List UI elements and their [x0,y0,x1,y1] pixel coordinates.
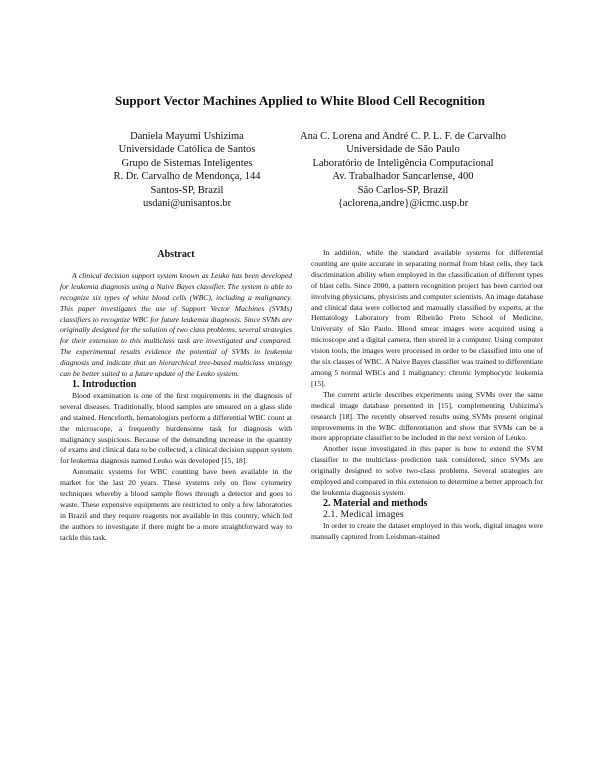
right-column [311,248,543,542]
author-name: Daniela Mayumi Ushizima [130,131,244,142]
author-affiliation: Universidade Católica de Santos [118,144,256,156]
paragraph: The current article describes experiments using SVMs over the same medical image database presented in [15], complementing Ushizima's research [18]. The recently observed results using SVMs present original improvements in the WBC differentiation and show that SVMs can be a more appropriate classifier to be included in the next version of Leuko. [311,389,543,443]
author-email: {aclorena,andre}@icmc.usp.br [337,198,469,210]
author-address: R. Dr. Carvalho de Mendonça, 144 [113,171,261,183]
author-city: Santos-SP, Brazil [150,184,224,196]
abstract-text: A clinical decision support system known as Leuko has been developed for leukemia diagnosis using a Naive Bayes classifier. The system is able to recognize six types of white blood cells (WBC), including a malignancy. This paper investigates the use of Support Vector Machines (SVMs) classifiers to recognize WBC for future leukemia diagnosis. Since SVMs are originally designed for the solution of two class problems, several strategies for their extension to this multiclass task are investigated and compared. The experimental results evidence the potential of SVMs in leukemia diagnosis and indicate that an hierarchical tree-based multiclass strategy can be better suited to a future update of the Leuko system. [60,270,292,379]
paragraph: Blood examination is one of the first requirements in the diagnosis of several diseases. Traditionally, blood samples are smeared on a glass slide and stained. Henceforth, hematologists perform a differential WBC count at the microscope, a frequently burdensome task for diagnosis with malignancy suspicious. Because of the demanding increase in the quantity of exams and clinical data to be collected, a clinical decision support system for leukemia diagnosis named Leuko was developed [15, 18]. [60,390,292,466]
section-heading-introduction: 1. Introduction [72,378,137,390]
author-block-1 [82,130,292,210]
author-group: Laboratório de Inteligência Computacional [312,157,494,169]
author-city: São Carlos-SP, Brazil [357,184,449,196]
paragraph: Another issue investigated in this paper is how to extend the SVM classifier to the multiclass prediction task considered, since SVMs are originally designed to solve two-class problems. Several strategies are employed and compared in this extension to determine a better approach for the leukemia diagnosis system. [311,444,543,497]
author-group: Grupo de Sistemas Inteligentes [121,157,253,169]
author-address: Av. Trabalhador Sancarlense, 400 [332,171,474,183]
author-email: usdani@unisantos.br [142,198,232,210]
subsection-heading-medical-images: 2.1. Medical images [323,509,404,520]
section-heading-methods: 2. Material and methods [323,497,428,509]
paragraph: In order to create the dataset employed in this work, digital images were manually captured from Leishman-stained [311,520,543,541]
author-name: Ana C. Lorena and André C. P. L. F. de Carvalho [300,131,506,142]
left-column [60,248,292,544]
abstract-heading: Abstract [157,249,195,260]
paragraph: Automatic systems for WBC counting have been available in the market for the last 20 years. These systems rely on flow cytometry techniques whereby a blood sample flows through a detector and goes to waste. These expensive equipments are restricted to only a few laboratories in Brazil and they require reagents not available in this country, which led the authors to investigate if there might be a more straightforward way to tackle this task. [60,467,292,542]
paper-title: Support Vector Machines Applied to White Blood Cell Recognition [114,93,486,108]
author-block-2 [278,130,528,210]
author-affiliation: Universidade de São Paulo [346,144,460,156]
paragraph: In addition, while the standard available systems for differential counting are quite accurate in separating normal from blast cells, they lack discrimination ability when employed in the classification of different types of blast cells. Since 2000, a pattern recognition project has been carried out involving physicians, physicists and computer scientists. An image database and clinical data were collected and manually classified by experts, at the Hematology Laboratory from Ribeirão Preto School of Medicine, University of São Paulo. Blood smear images were acquired using a microscope and a digital camera, then stored in a computer. Using computer vision tools, the images were processed in order to be classified into one of the six classes of WBC. A Naive Bayes classifier was trained to differentiate among 5 normal WBCs and 1 malignancy: chronic lymphocytic leukemia [15]. [311,248,543,388]
